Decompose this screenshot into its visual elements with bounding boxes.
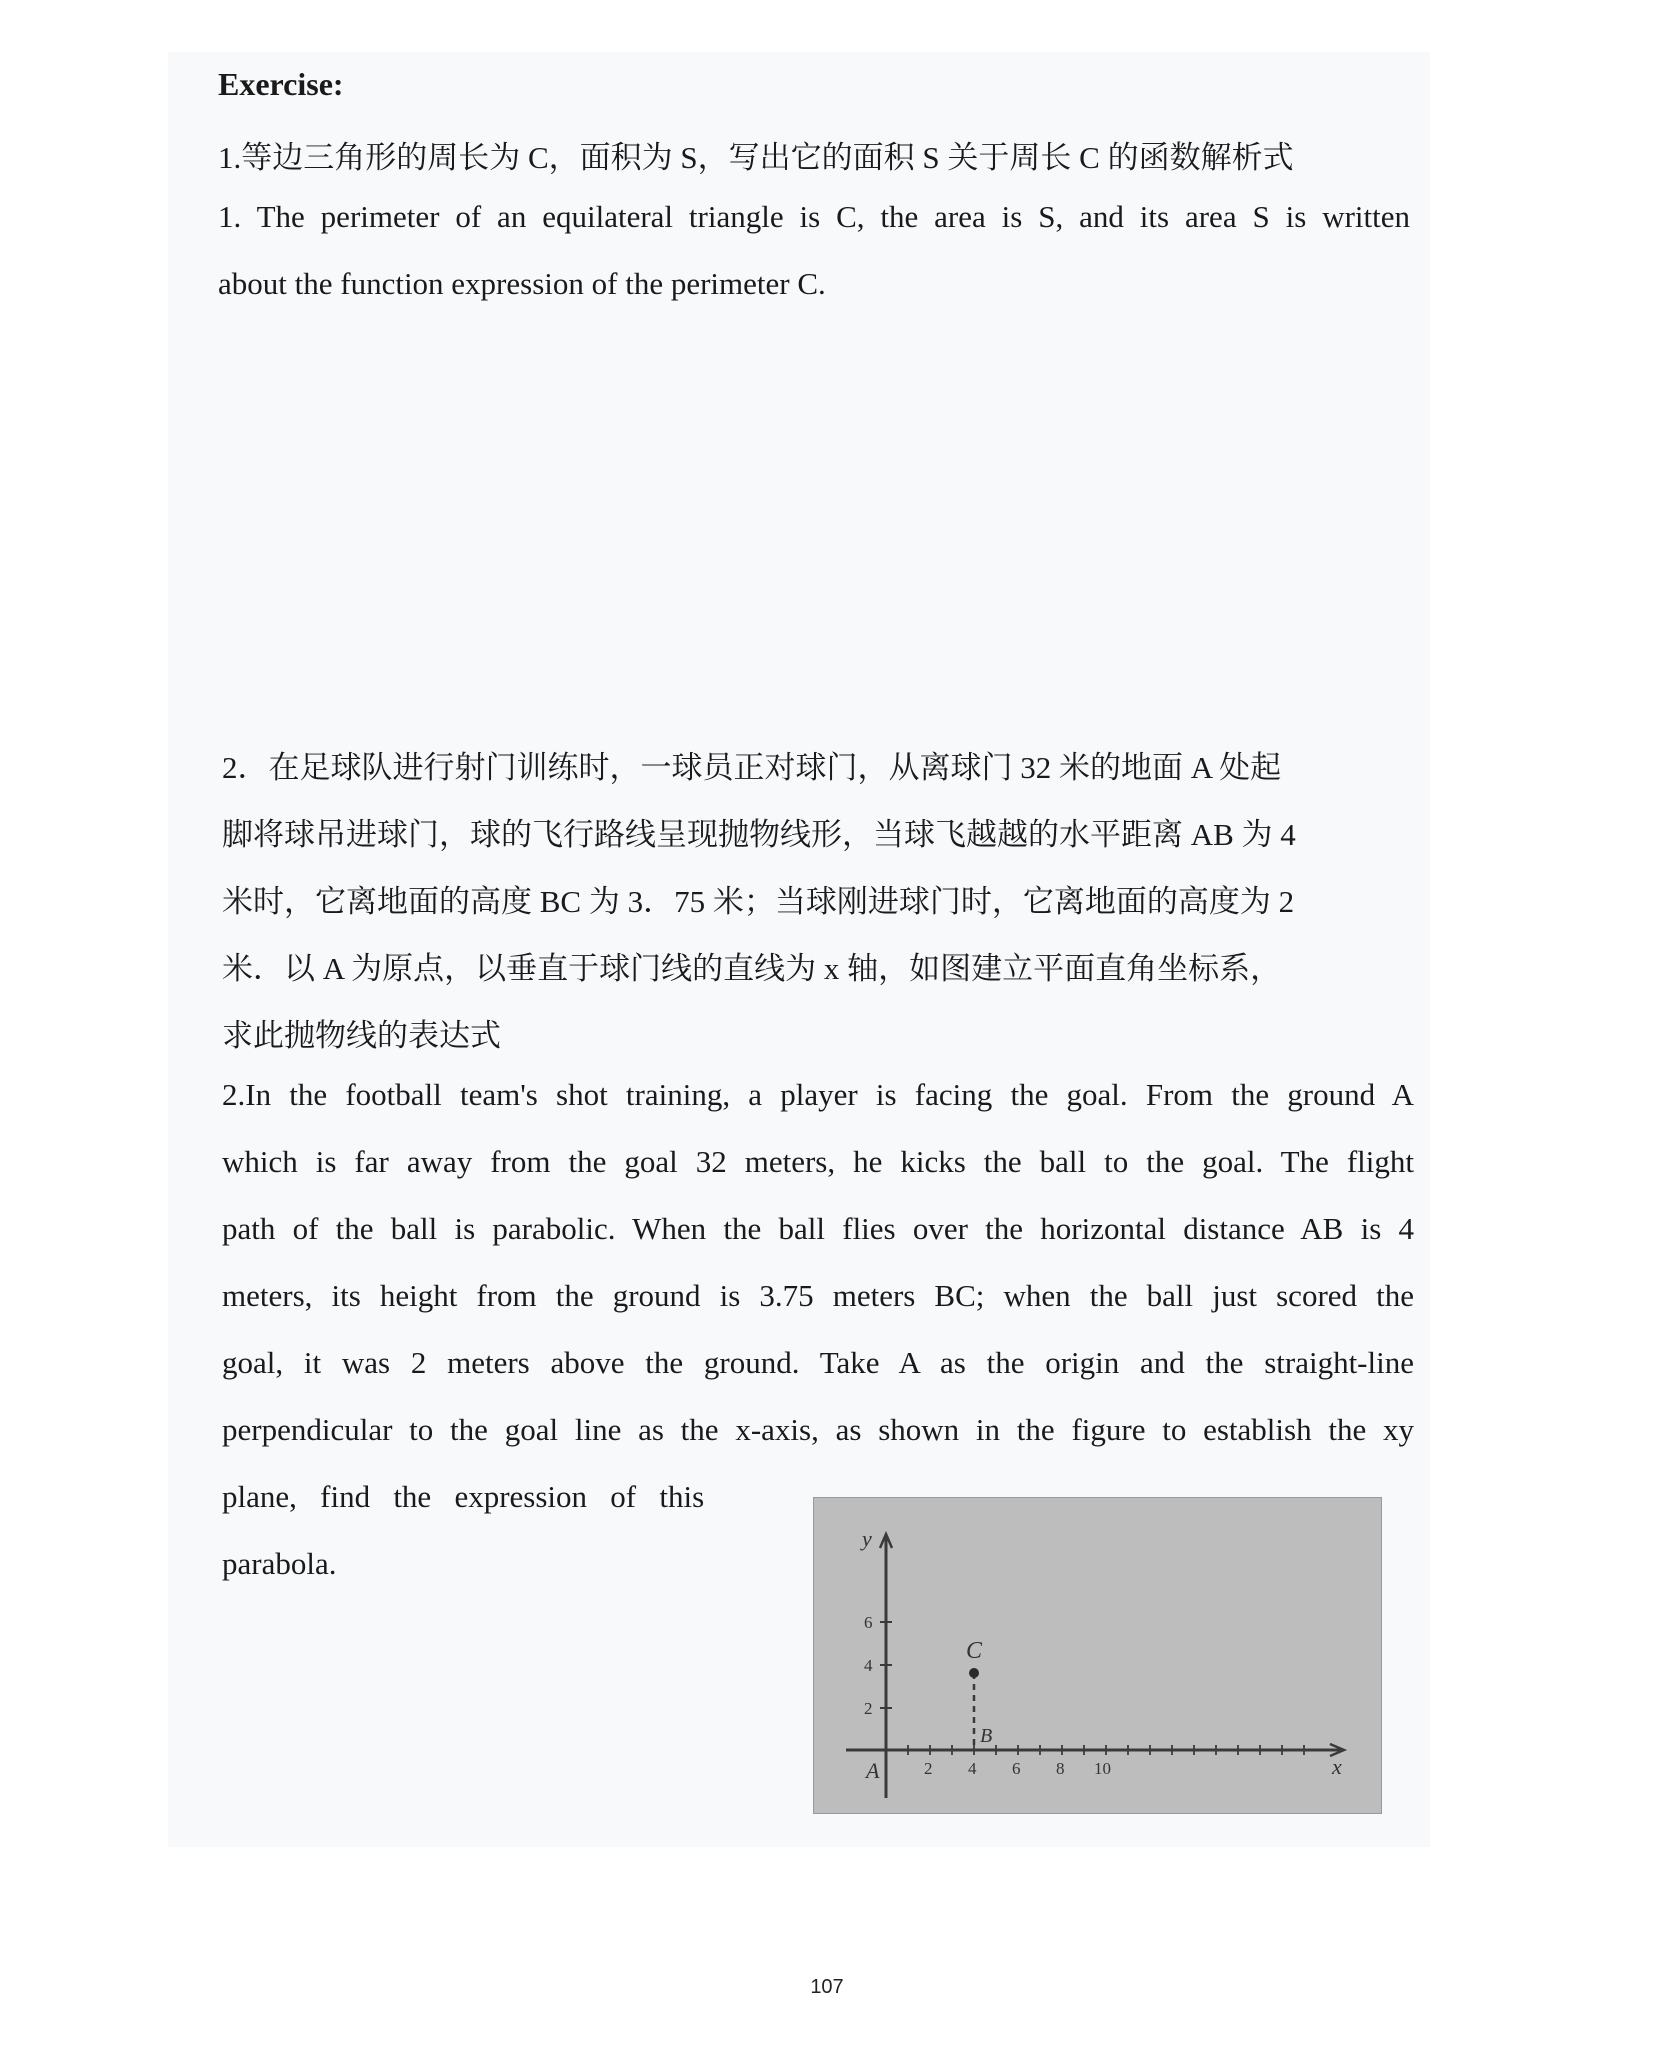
exercise-2-english-line-6: perpendicular to the goal line as the x-axis, as shown in the figure to establish the xy [222, 1412, 1414, 1447]
exercise-2-english-line-1: 2.In the football team's shot training, a player is facing the goal. From the ground A [222, 1077, 1414, 1112]
page-number: 107 [810, 1976, 844, 1998]
x-tick-label-10: 10 [1094, 1759, 1111, 1778]
exercise-2-english-line-2: which is far away from the goal 32 meters, he kicks the ball to the goal. The flight [222, 1144, 1414, 1179]
exercise-2-chinese-line-5: 求此抛物线的表达式 [222, 1018, 501, 1053]
point-c-label: C [966, 1638, 983, 1664]
x-tick-label-2: 2 [924, 1759, 933, 1778]
exercise-2-english-line-8: parabola. [222, 1546, 337, 1581]
x-axis-label: x [1332, 1754, 1342, 1779]
exercise-2-chinese-line-3: 米时，它离地面的高度 BC 为 3．75 米；当球刚进球门时，它离地面的高度为 2 [222, 884, 1295, 919]
exercise-1-chinese: 1.等边三角形的周长为 C，面积为 S，写出它的面积 S 关于周长 C 的函数解析式 [218, 140, 1294, 175]
x-tick-label-6: 6 [1012, 1759, 1021, 1778]
exercise-2-english-line-7: plane, find the expression of this [222, 1479, 705, 1514]
origin-label: A [866, 1758, 880, 1783]
y-axis-label: y [862, 1526, 872, 1551]
exercise-2-english-line-4: meters, its height from the ground is 3.75 meters BC; when the ball just scored the [222, 1278, 1414, 1313]
exercise-1-english-line-1: 1. The perimeter of an equilateral triangle is C, the area is S, and its area S is written [218, 199, 1410, 234]
coordinate-plane-svg [814, 1498, 1381, 1813]
exercise-heading: Exercise: [218, 66, 344, 102]
point-b-label: B [980, 1725, 993, 1747]
y-tick-label-2: 2 [864, 1699, 873, 1718]
exercise-1-english-line-2: about the function expression of the perimeter C. [218, 266, 826, 301]
y-tick-label-6: 6 [864, 1613, 873, 1632]
exercise-2-chinese-line-2: 脚将球吊进球门，球的飞行路线呈现抛物线形，当球飞越越的水平距离 AB 为 4 [222, 817, 1296, 852]
x-tick-label-4: 4 [968, 1759, 977, 1778]
exercise-2-chinese-line-1: 2．在足球队进行射门训练时，一球员正对球门，从离球门 32 米的地面 A 处起 [222, 750, 1282, 785]
y-tick-label-4: 4 [864, 1656, 873, 1675]
point-c [969, 1668, 979, 1678]
x-tick-label-8: 8 [1056, 1759, 1065, 1778]
exercise-2-english-line-5: goal, it was 2 meters above the ground. Take A as the origin and the straight-line [222, 1345, 1414, 1380]
exercise-2-chinese-line-4: 米．以 A 为原点，以垂直于球门线的直线为 x 轴，如图建立平面直角坐标系， [222, 951, 1282, 986]
coordinate-figure [813, 1497, 1382, 1814]
exercise-2-english-line-3: path of the ball is parabolic. When the ball flies over the horizontal distance AB is 4 [222, 1211, 1414, 1246]
